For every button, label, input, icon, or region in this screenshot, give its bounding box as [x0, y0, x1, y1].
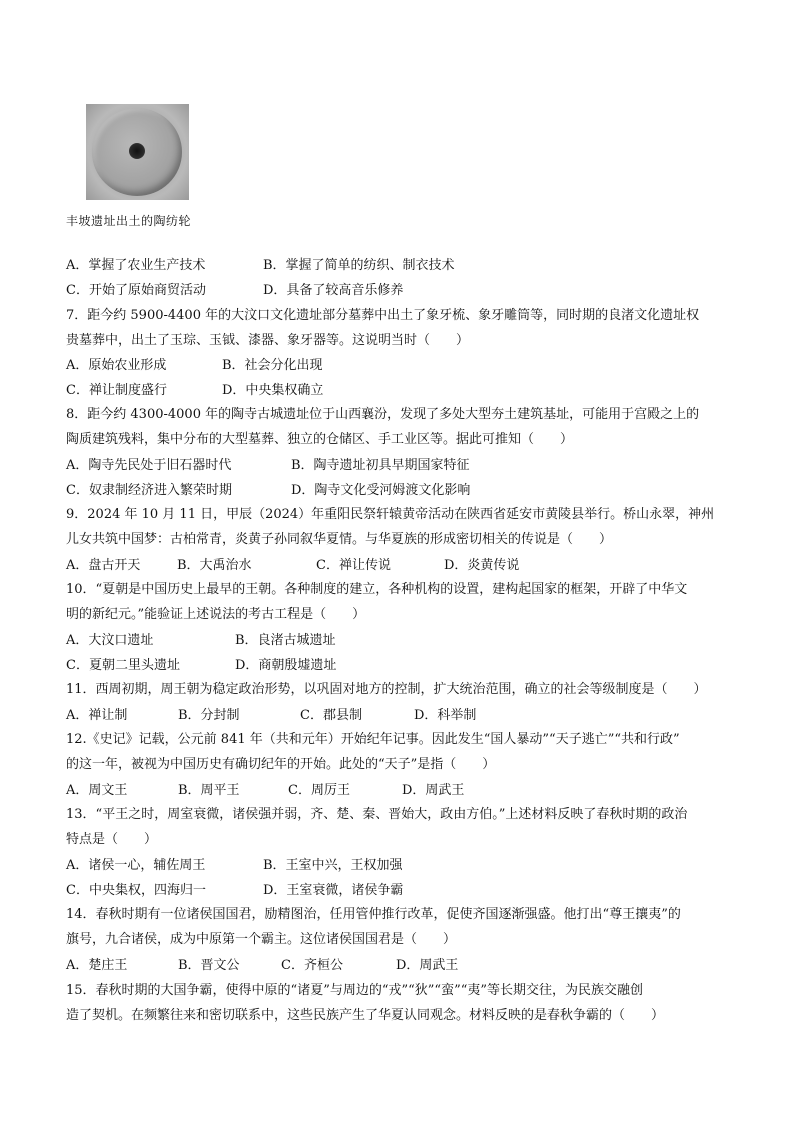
q12-stem-line-1: 12.《史记》记载，公元前 841 年（共和元年）开始纪年记事。因此发生“国人暴动”“天子逃亡”“共和行政” [66, 732, 680, 747]
q7-option-d: D．中央集权确立 [222, 383, 324, 398]
q13-stem-line-2: 特点是（ ） [66, 832, 158, 847]
q14-stem-line-2: 旗号，九合诸侯，成为中原第一个霸主。这位诸侯国国君是（ ） [66, 932, 457, 947]
q7-option-a: A．原始农业形成 [66, 358, 167, 373]
q6-option-a: A．掌握了农业生产技术 [66, 258, 206, 273]
q8-option-b: B．陶寺遗址初具早期国家特征 [291, 458, 470, 473]
q8-option-d: D．陶寺文化受河姆渡文化影响 [291, 483, 471, 498]
q13-option-a: A．诸侯一心，辅佐周王 [66, 858, 206, 873]
q9-stem-line-2: 儿女共筑中国梦：古柏常青，炎黄子孙同叙华夏情。与华夏族的形成密切相关的传说是（ ） [66, 532, 613, 547]
q11-option-a: A．禅让制 [66, 708, 128, 723]
q11-option-b: B．分封制 [178, 708, 240, 723]
q12-option-d: D．周武王 [402, 783, 465, 798]
q11-option-d: D．科举制 [414, 708, 477, 723]
q14-option-c: C．齐桓公 [281, 958, 343, 973]
q10-option-b: B．良渚古城遗址 [235, 633, 336, 648]
q12-option-c: C．周厉王 [288, 783, 350, 798]
q7-stem-line-1: 7．距今约 5900-4400 年的大汶口文化遗址部分墓葬中出土了象牙梳、象牙雕筒等，同时期的良渚文化遗址权 [66, 308, 700, 323]
q9-option-a: A．盘古开天 [66, 558, 141, 573]
q7-option-c: C．禅让制度盛行 [66, 383, 167, 398]
q13-option-c: C．中央集权，四海归一 [66, 883, 206, 898]
spindle-whorl-disc [92, 108, 182, 196]
pottery-spindle-whorl-photo [86, 104, 189, 200]
q10-option-c: C．夏朝二里头遗址 [66, 658, 180, 673]
q11-option-c: C．郡县制 [300, 708, 362, 723]
q7-stem-line-2: 贵墓葬中，出土了玉琮、玉钺、漆器、象牙器等。这说明当时（ ） [66, 333, 470, 348]
q14-option-a: A．楚庄王 [66, 958, 128, 973]
q6-option-d: D．具备了较高音乐修养 [263, 283, 404, 298]
spindle-whorl-hole [129, 143, 145, 159]
q13-option-b: B．王室中兴，王权加强 [263, 858, 403, 873]
q14-option-b: B．晋文公 [178, 958, 240, 973]
q14-option-d: D．周武王 [396, 958, 459, 973]
q8-stem-line-2: 陶质建筑残料，集中分布的大型墓葬、独立的仓储区、手工业区等。据此可推知（ ） [66, 432, 574, 447]
q12-option-a: A．周文王 [66, 783, 128, 798]
q10-stem-line-1: 10．“夏朝是中国历史上最早的王朝。各种制度的建立，各种机构的设置，建构起国家的框架，开辟了中华文 [66, 582, 688, 597]
q15-stem-line-2: 造了契机。在频繁往来和密切联系中，这些民族产生了华夏认同观念。材料反映的是春秋争霸的（ ） [66, 1008, 665, 1023]
q8-option-c: C．奴隶制经济进入繁荣时期 [66, 483, 232, 498]
q10-option-a: A．大汶口遗址 [66, 633, 154, 648]
q9-option-d: D．炎黄传说 [444, 558, 520, 573]
q9-stem-line-1: 9．2024 年 10 月 11 日，甲辰（2024）年重阳民祭轩辕黄帝活动在陕西省延安市黄陵县举行。桥山永翠，神州 [66, 507, 715, 522]
q9-option-b: B．大禹治水 [177, 558, 252, 573]
q6-option-b: B．掌握了简单的纺织、制衣技术 [263, 258, 455, 273]
q10-stem-line-2: 明的新纪元。”能验证上述说法的考古工程是（ ） [66, 607, 366, 622]
q10-option-d: D．商朝殷墟遗址 [235, 658, 337, 673]
q12-stem-line-2: 的这一年，被视为中国历史有确切纪年的开始。此处的“天子”是指（ ） [66, 757, 496, 772]
figure-caption: 丰坡遗址出土的陶纺轮 [66, 214, 192, 228]
q7-option-b: B．社会分化出现 [222, 358, 323, 373]
q12-option-b: B．周平王 [178, 783, 240, 798]
q13-option-d: D．王室衰微，诸侯争霸 [263, 883, 404, 898]
q8-option-a: A．陶寺先民处于旧石器时代 [66, 458, 232, 473]
q11-stem-line-1: 11．西周初期，周王朝为稳定政治形势，以巩固对地方的控制，扩大统治范围，确立的社会等级制度是（ ） [66, 682, 707, 697]
q9-option-c: C．禅让传说 [316, 558, 391, 573]
q15-stem-line-1: 15．春秋时期的大国争霸，使得中原的“诸夏”与周边的“戎”“狄”“蛮”“夷”等长期交往，为民族交融创 [66, 983, 644, 998]
q13-stem-line-1: 13．“平王之时，周室衰微，诸侯强并弱，齐、楚、秦、晋始大，政由方伯。”上述材料反映了春秋时期的政治 [66, 807, 688, 822]
q8-stem-line-1: 8．距今约 4300-4000 年的陶寺古城遗址位于山西襄汾，发现了多处大型夯土建筑基址，可能用于宫殿之上的 [66, 407, 700, 422]
q14-stem-line-1: 14．春秋时期有一位诸侯国国君，励精图治，任用管仲推行改革，促使齐国逐渐强盛。他打出“尊王攘夷”的 [66, 907, 681, 922]
q6-option-c: C．开始了原始商贸活动 [66, 283, 206, 298]
